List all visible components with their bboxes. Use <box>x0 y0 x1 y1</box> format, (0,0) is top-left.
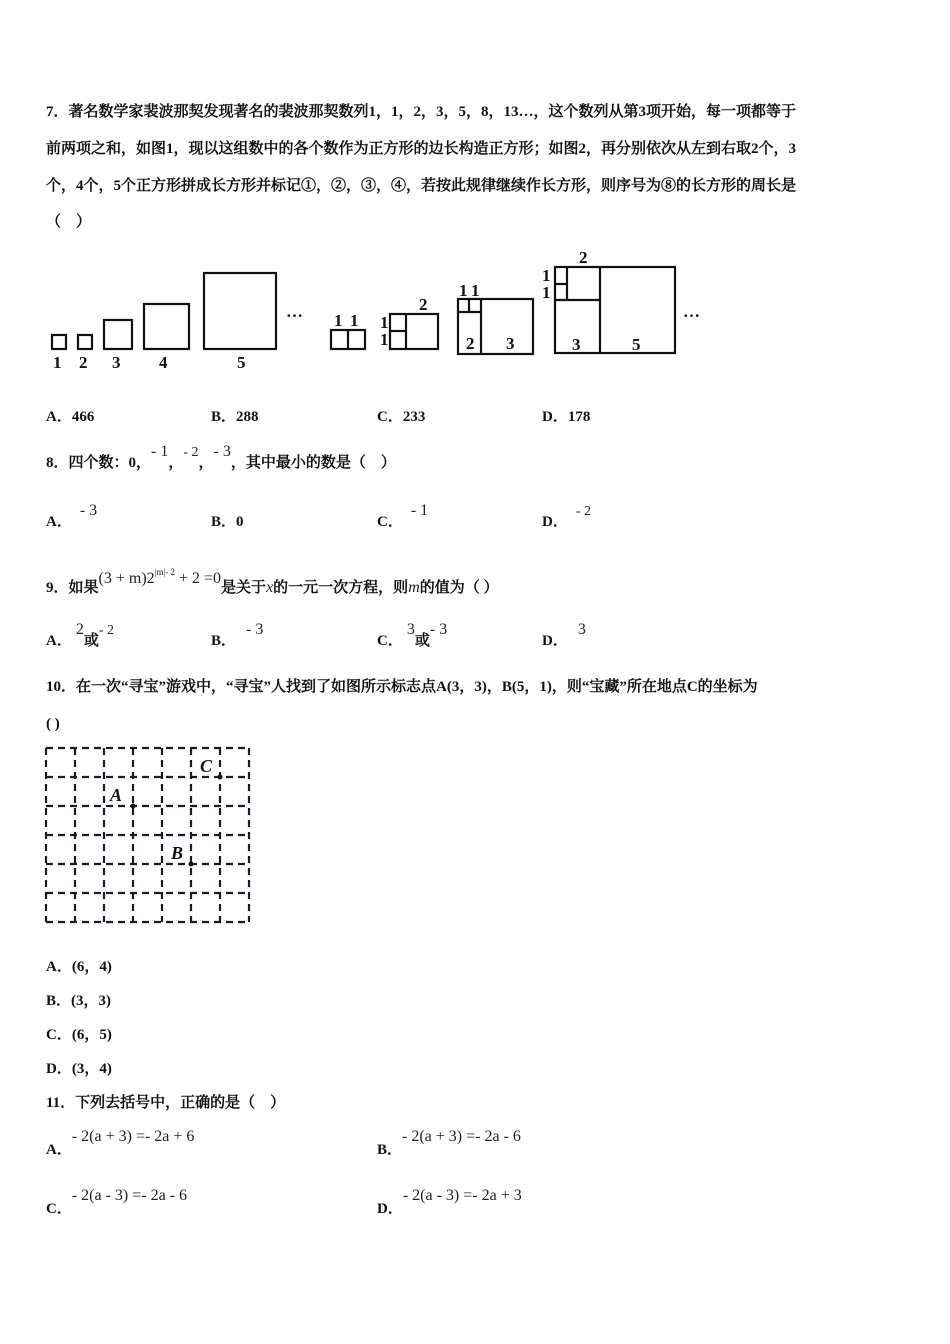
math-value: - 3 <box>213 443 231 460</box>
q9-stem <box>46 567 499 597</box>
ellipsis: … <box>683 302 700 321</box>
option-letter: A． <box>46 409 72 425</box>
fibonacci-squares-figure <box>0 240 950 375</box>
q7-stem-line-1: 7．著名数学家裴波那契发现著名的裴波那契数列1，1，2，3，5，8，13…，这个数列从第3项开始，每一项都等于 <box>46 104 797 120</box>
math-value: - 1 <box>151 443 169 460</box>
q9-suffix: 的值为（ ） <box>419 580 499 596</box>
rect4-label: 3 <box>572 335 581 354</box>
q9-option-d[interactable] <box>542 621 586 650</box>
option-letter: D． <box>542 514 568 530</box>
equation <box>98 567 222 587</box>
rect4-label: 5 <box>632 335 641 354</box>
rect3-label: 1 <box>459 281 468 300</box>
q9-text: 的一元一次方程，则 <box>273 580 409 596</box>
option-value: 178 <box>567 409 591 425</box>
q7-stem-line-4: （ ） <box>46 214 92 230</box>
q9-option-a[interactable] <box>46 621 115 651</box>
rect3-label: 2 <box>466 334 475 353</box>
or-word: 或 <box>83 633 99 649</box>
math-expression: - 2(a + 3) =- 2a - 6 <box>402 1128 521 1145</box>
q10-option-b[interactable]: B．(3，3) <box>46 993 111 1009</box>
point-b-dot <box>189 862 194 867</box>
math-value: - 2 <box>183 445 199 460</box>
separator: ， <box>198 455 214 471</box>
point-b-label: B <box>171 843 184 863</box>
math-value: 3 <box>406 621 415 638</box>
square-1 <box>52 335 66 349</box>
q10-stem-line-1: 10．在一次“寻宝”游戏中，“寻宝”人找到了如图所示标志点A(3，3)，B(5，1)，则“宝藏”所在地点C的坐标为 <box>46 679 758 695</box>
q7-option-a[interactable] <box>46 408 94 426</box>
separator: ， <box>168 455 184 471</box>
point-c-label: C <box>200 756 213 776</box>
q11-option-c[interactable] <box>46 1187 188 1218</box>
q10-option-a[interactable]: A．(6，4) <box>46 959 112 975</box>
q8-option-a[interactable] <box>46 502 98 531</box>
q9-option-c[interactable] <box>377 621 448 650</box>
q7-stem-line-2: 前两项之和，如图1，现以这组数中的各个数作为正方形的边长构造正方形；如图2，再分别依次从左到右取2个，3 <box>46 141 797 157</box>
q8-suffix: ，其中最小的数是（ ） <box>230 455 396 471</box>
option-letter: B．0 <box>211 514 244 530</box>
option-letter: A． <box>46 1142 72 1158</box>
q9-prefix: 9．如果 <box>46 580 99 596</box>
point-c-dot <box>218 775 223 780</box>
square-2 <box>78 335 92 349</box>
rect2-label: 2 <box>419 295 428 314</box>
math-value: - 3 <box>429 621 448 638</box>
option-letter: D． <box>542 409 568 425</box>
square-label: 1 <box>53 353 62 372</box>
option-letter: A． <box>46 633 72 649</box>
math-expression: - 2(a - 3) =- 2a + 3 <box>402 1187 522 1204</box>
equation-exponent: |m|- 2 <box>154 567 175 577</box>
q11-option-b[interactable] <box>377 1128 521 1159</box>
equation-rest: + 2 =0 <box>175 570 222 587</box>
square-label: 2 <box>79 353 88 372</box>
option-letter: C． <box>46 1201 72 1217</box>
rect3-label: 1 <box>471 281 480 300</box>
square-3 <box>104 320 132 349</box>
math-expression: - 2(a + 3) =- 2a + 6 <box>71 1128 195 1145</box>
rect1-label: 1 <box>334 311 343 330</box>
square-5 <box>204 273 276 349</box>
option-letter: D． <box>542 633 568 649</box>
square-label: 5 <box>237 353 246 372</box>
q8-option-c[interactable] <box>377 502 429 531</box>
math-expression: - 2(a - 3) =- 2a - 6 <box>71 1187 188 1204</box>
q8-stem <box>46 443 396 473</box>
option-value: 233 <box>402 409 426 425</box>
q8-prefix: 8．四个数：0， <box>46 455 152 471</box>
q7-option-d[interactable] <box>542 408 590 426</box>
q11-stem: 11．下列去括号中，正确的是（ ） <box>46 1095 286 1111</box>
square-label: 4 <box>159 353 168 372</box>
rect1-label: 1 <box>350 311 359 330</box>
option-letter: D． <box>377 1201 403 1217</box>
q10-option-d[interactable]: D．(3，4) <box>46 1061 112 1077</box>
q9-text: 是关于 <box>221 580 267 596</box>
rect3-label: 3 <box>506 334 515 353</box>
option-letter: C． <box>377 514 403 530</box>
rect4-label: 1 <box>542 283 551 302</box>
option-letter: B． <box>211 633 237 649</box>
option-value: 466 <box>71 409 95 425</box>
q11-option-a[interactable] <box>46 1128 195 1159</box>
option-letter: B． <box>211 409 237 425</box>
rect4-label: 2 <box>579 248 588 267</box>
math-value: 3 <box>577 621 586 638</box>
q10-stem-line-2: ( ) <box>46 716 60 732</box>
rect2-label: 1 <box>380 313 389 332</box>
option-letter: C． <box>377 409 403 425</box>
point-a-label: A <box>110 785 123 805</box>
equation-base: (3 + m)2 <box>98 570 155 587</box>
q8-option-b[interactable] <box>211 513 244 531</box>
q10-option-c[interactable]: C．(6，5) <box>46 1027 112 1043</box>
math-value: - 2 <box>98 623 115 638</box>
treasure-grid-figure <box>40 742 256 928</box>
q11-option-d[interactable] <box>377 1187 522 1218</box>
ellipsis: … <box>286 302 303 321</box>
math-value: 2 <box>75 621 84 638</box>
or-word: 或 <box>414 633 430 649</box>
option-letter: C． <box>377 633 403 649</box>
square-4 <box>144 304 189 349</box>
option-value: 288 <box>236 409 259 425</box>
square-label: 3 <box>112 353 121 372</box>
rect2-label: 1 <box>380 330 389 349</box>
option-letter: A． <box>46 514 72 530</box>
q7-option-c[interactable] <box>377 408 425 426</box>
math-value: - 1 <box>410 502 429 519</box>
q7-option-b[interactable] <box>211 408 259 426</box>
option-letter: B． <box>377 1142 403 1158</box>
point-a-dot <box>131 804 136 809</box>
variable-x: x <box>266 579 274 596</box>
variable-m: m <box>408 579 420 596</box>
q8-option-d[interactable] <box>542 504 592 532</box>
math-value: - 2 <box>575 504 592 519</box>
rect4-label: 1 <box>542 266 551 285</box>
math-value: - 3 <box>246 621 264 638</box>
math-value: - 3 <box>79 502 98 519</box>
q7-stem-line-3: 个，4个，5个正方形拼成长方形并标记①，②，③，④，若按此规律继续作长方形，则序号为⑧的长方形的周长是 <box>46 178 797 194</box>
q9-option-b[interactable] <box>211 621 264 650</box>
